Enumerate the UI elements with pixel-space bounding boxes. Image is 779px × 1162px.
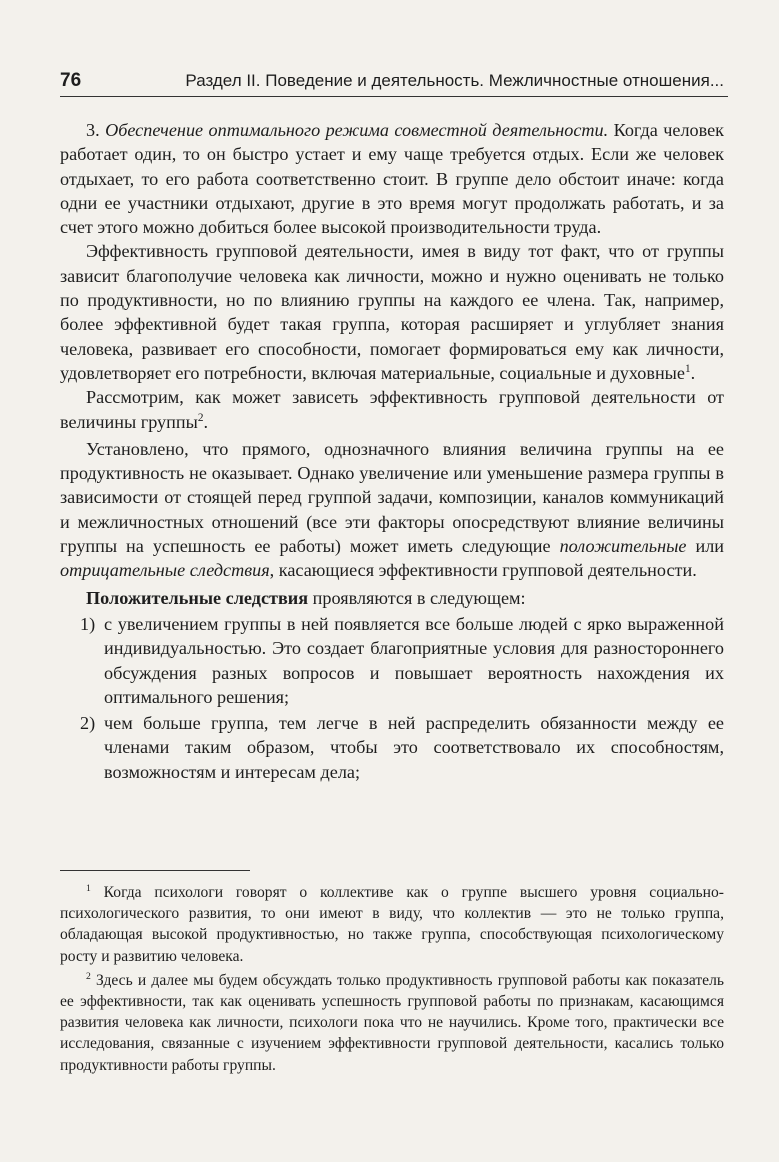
footnote-text: Здесь и далее мы будем обсуждать только продуктивность групповой работы как показатель ее эффективности, так как оценивать успешность групповой работы по признакам, касающимся развития человека как личности, психологи пока что не научились. Кроме того, практически все исследования, связанные с изучением эффективности групповой деятельности, касались только продуктивности работы группы. <box>60 971 724 1074</box>
footnote-ref-2: 2 <box>197 411 204 424</box>
list-item-text: чем больше группа, тем легче в ней распределить обязанности между ее членами таким образом, чтобы это соответствовало их способностям, возможностям и интересам дела; <box>104 713 724 782</box>
list-item-number: 2) <box>80 713 96 734</box>
list-item <box>60 612 724 709</box>
footnote-2 <box>60 970 724 1076</box>
main-text <box>60 118 724 784</box>
paragraph-4-text: Установлено, что прямого, однозначного влияния величина группы на ее продуктивность не оказывает. Однако увеличение или уменьшение размера группы в зависимости от стоящей перед группой задачи, композиции, каналов коммуникаций и межличностных отношений (все эти факторы опосредствуют влияние величины группы на успешность ее работы) может иметь следующие <box>60 438 724 557</box>
paragraph-1-text: Когда человек работает один, то он быстро устает и ему чаще требуется отдых. Если же человек отдыхает, то его работа соответственно стоит. В группе дело обстоит иначе: когда одни ее участники отдыхают, другие в это время могут продолжать работать, и за счет этого можно добиться более высокой производительности труда. <box>60 120 725 238</box>
footnote-ref-1: 1 <box>684 362 691 375</box>
running-title: Раздел II. Поведение и деятельность. Межличностные отношения... <box>185 71 724 90</box>
paragraph-2-text: Эффективность групповой деятельности, имея в виду тот факт, что от группы зависит благополучие человека как личности, можно и нужно оценивать не только по продуктивности, но по влиянию группы на каждого ее члена. Так, например, более эффективной будет такая группа, которая расширяет и углубляет знания человека, развивает его способности, помогает формироваться ему как личности, удовлетворяет его потребности, включая материальные, социальные и духовные <box>60 241 724 383</box>
paragraph-4-end: , касающиеся эффективности групповой деятельности. <box>269 560 697 581</box>
page-number: 76 <box>60 70 82 91</box>
paragraph-5-text: проявляются в следующем: <box>308 587 526 608</box>
footnote-text: Когда психологи говорят о коллективе как о группе высшего уровня социально-психологического развития, то они имеют в виду, что коллектив — это не только группа, обладающая высокой продуктивностью, но также группа, способствующая психологическому росту и развитию человека. <box>60 884 724 965</box>
footnote-number: 2 <box>86 970 91 982</box>
paragraph-1-number: 3. <box>86 120 100 140</box>
paragraph-1-heading: Обеспечение оптимального режима совместной деятельности. <box>105 120 609 140</box>
footnote-number: 1 <box>86 882 91 894</box>
list-item-text: с увеличением группы в ней появляется все больше людей с ярко выраженной индивидуальностью. Это создает благоприятные условия для разностороннего обсуждения разных вопросов и повышает вероятность нахождения их оптимального решения; <box>104 613 724 707</box>
positive-consequences-heading: Положительные следствия <box>86 587 309 608</box>
paragraph-4 <box>60 437 724 583</box>
footnotes <box>60 882 724 1079</box>
paragraph-1 <box>60 118 724 239</box>
paragraph-2 <box>60 239 724 385</box>
paragraph-3 <box>60 385 724 434</box>
paragraph-3-end: . <box>203 411 209 432</box>
paragraph-3-text: Рассмотрим, как может зависеть эффективность групповой деятельности от величины группы <box>60 387 724 432</box>
footnote-separator <box>60 870 250 871</box>
footnote-1 <box>60 882 724 967</box>
list-item-number: 1) <box>80 613 96 634</box>
consequences-list <box>60 612 724 784</box>
list-item <box>60 711 724 784</box>
positive-term: положительные <box>559 536 687 557</box>
negative-term: отрицательные следствия <box>60 560 270 581</box>
page-header <box>60 66 728 97</box>
paragraph-2-end: . <box>690 362 696 383</box>
or-word: или <box>695 536 725 557</box>
paragraph-5 <box>60 586 724 610</box>
